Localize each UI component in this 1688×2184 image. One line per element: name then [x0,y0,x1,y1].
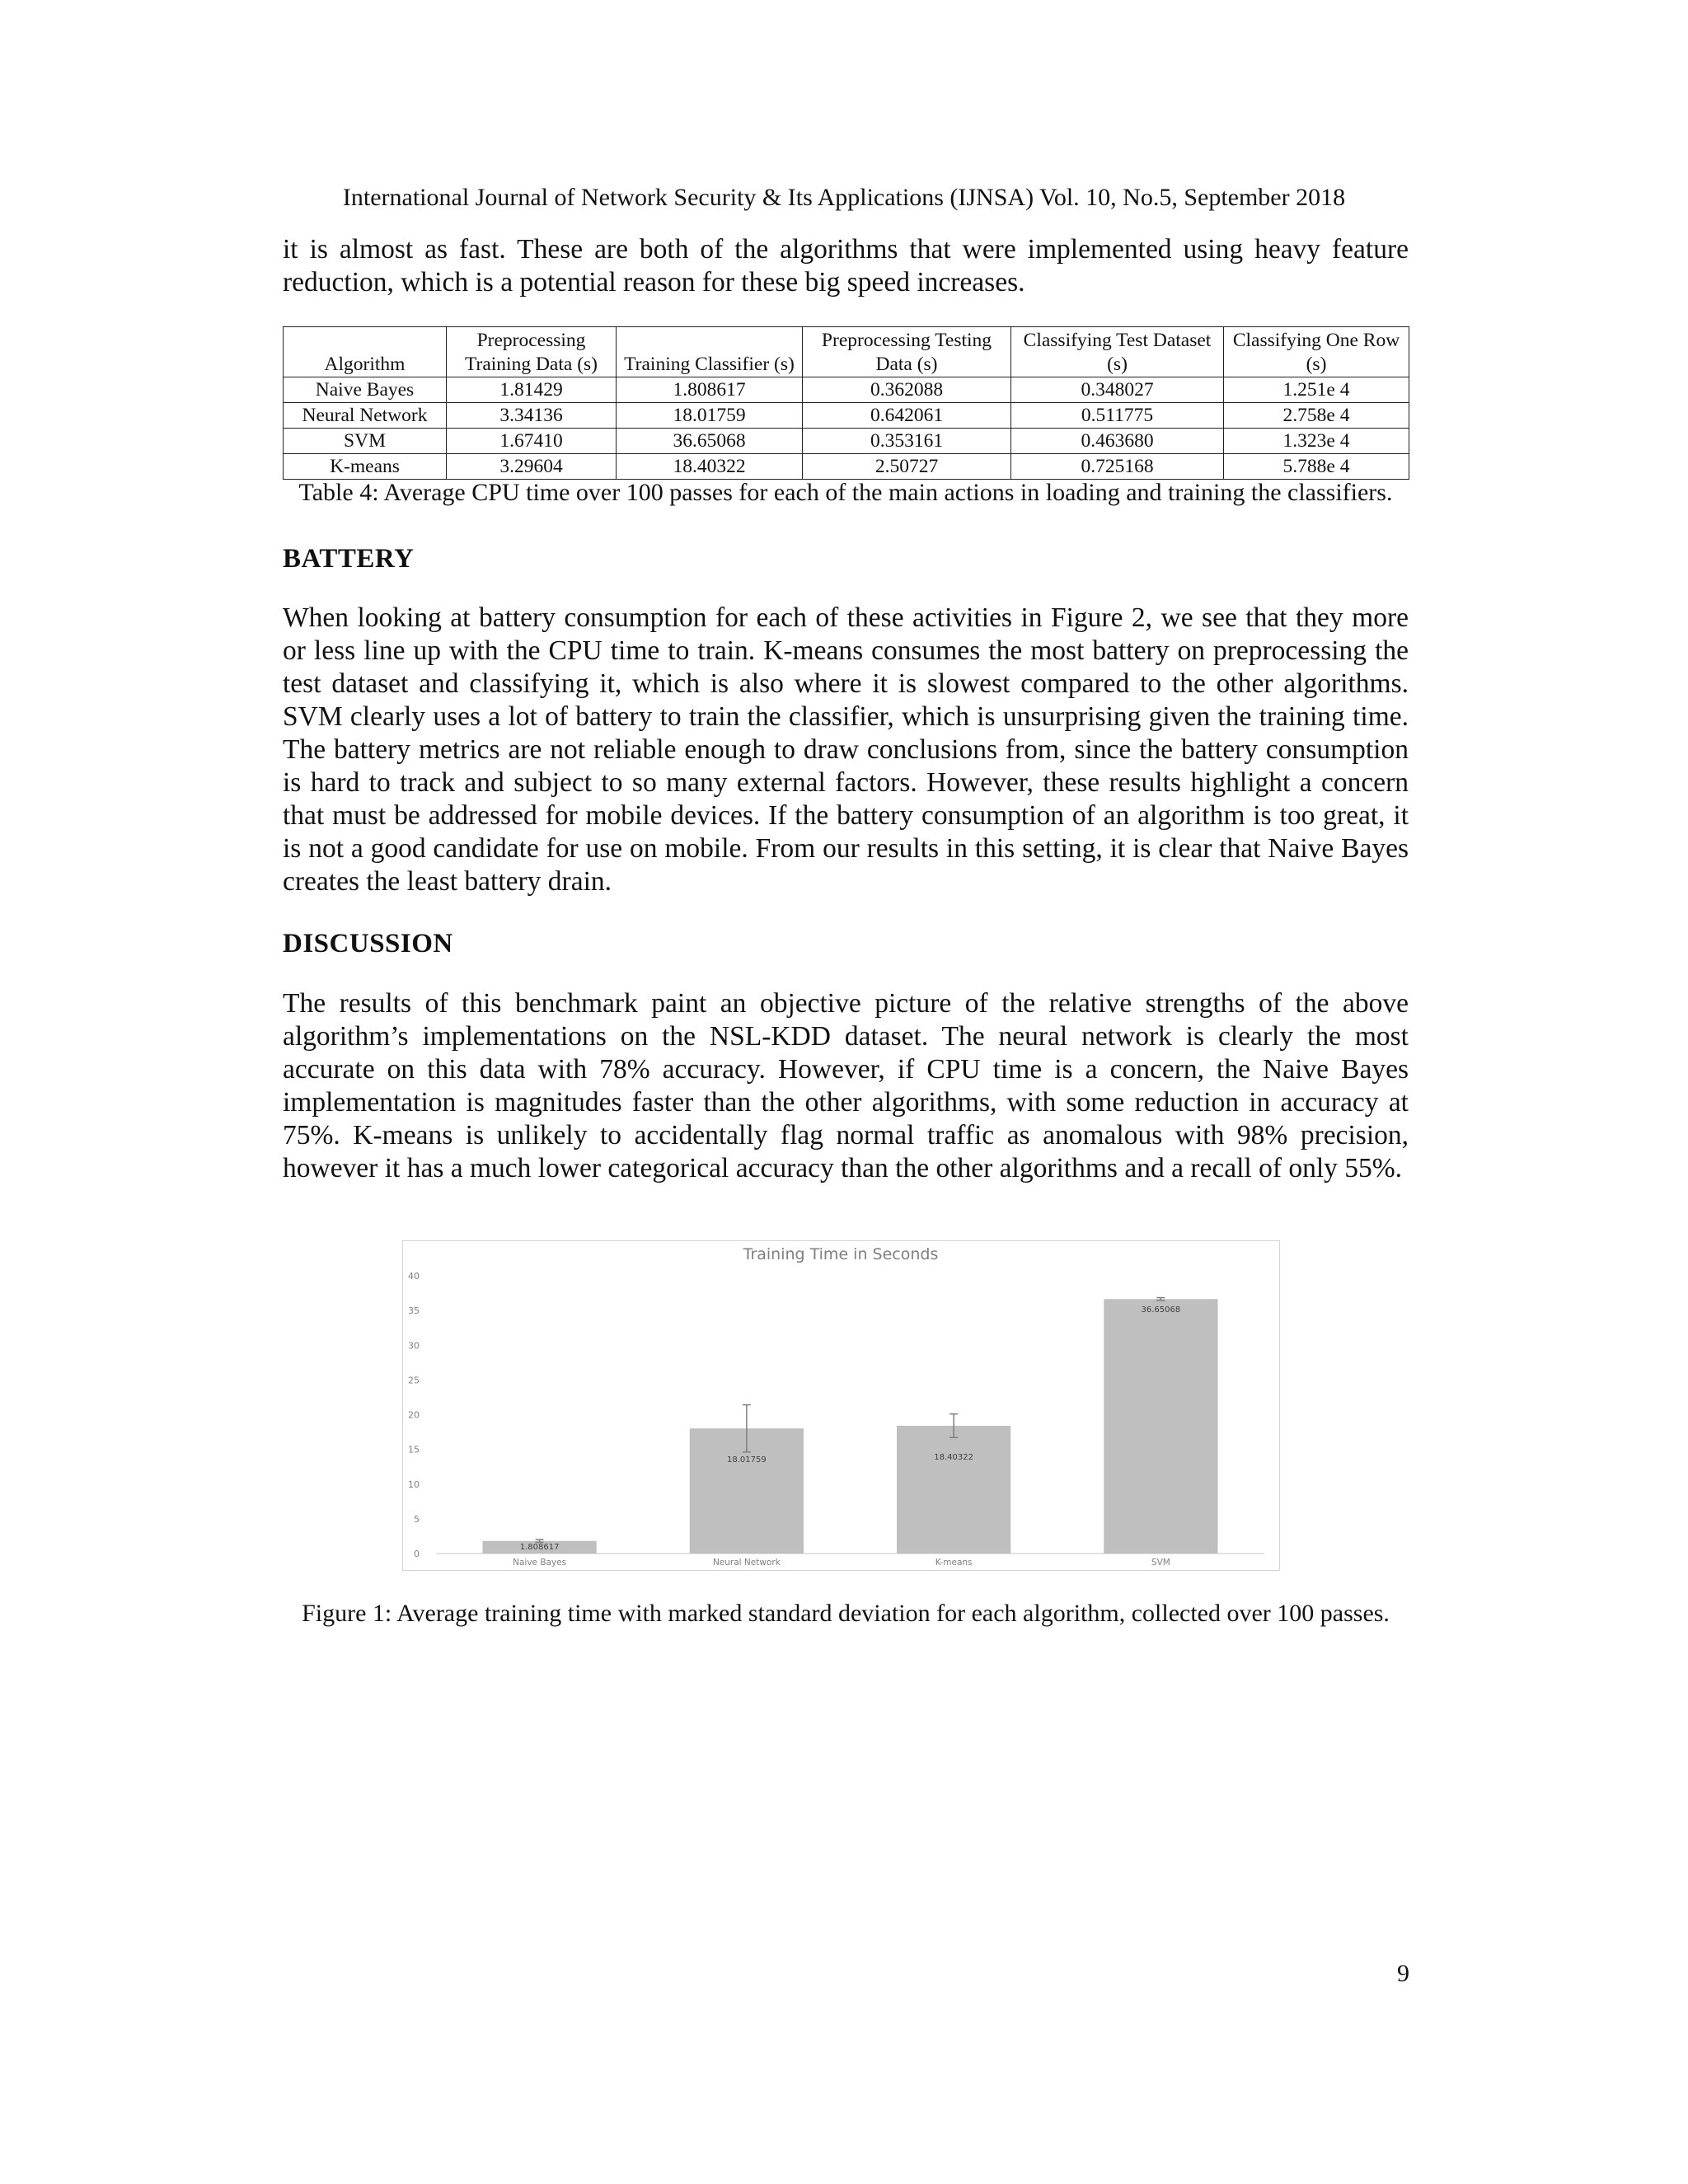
bar [897,1426,1010,1554]
bar-value-label: 1.808617 [519,1542,560,1552]
table-cell: 1.323e 4 [1224,429,1409,454]
discussion-paragraph: The results of this benchmark paint an objective picture of the relative strengths of the above algorithm’s implementations on the NSL-KDD dataset. The neural network is clearly the most accurate on this data with 78% accuracy. However, if CPU time is a concern, the Naive Bayes implementation is magnitudes faster than the other algorithms, with some reduction in accuracy at 75%. K-means is unlikely to accidentally flag normal traffic as anomalous with 98% precision, however it has a much lower categorical accuracy than the other algorithms and a recall of only 55%. [283,988,1409,1183]
table-cell: K-means [284,454,447,480]
table-caption: Table 4: Average CPU time over 100 passes for each of the main actions in loading and training the classifiers. [298,479,1393,506]
table-cell: 0.642061 [803,403,1011,429]
x-tick-label: SVM [1151,1558,1170,1568]
table-row [284,377,1409,403]
chart-title: Training Time in Seconds [743,1245,939,1263]
table-header-cell: Preprocessing Training Data (s) [447,327,617,377]
table-header-cell: Classifying Test Dataset (s) [1011,327,1224,377]
table-cell: 5.788e 4 [1224,454,1409,480]
y-tick-label: 0 [414,1549,420,1559]
section-heading-discussion: DISCUSSION [283,929,453,958]
table-cell: SVM [284,429,447,454]
y-axis-ticks [408,1271,420,1559]
intro-paragraph: it is almost as fast. These are both of the algorithms that were implemented using heavy feature reduction, which is a potential reason for these big speed increases. [283,234,1409,298]
battery-paragraph: When looking at battery consumption for each of these activities in Figure 2, we see that they more or less line up with the CPU time to train. K-means consumes the most battery on preprocessing the test dataset and classifying it, which is also where it is slowest compared to the other algorithms. SVM clearly uses a lot of battery to train the classifier, which is unsurprising given the training time. The battery metrics are not reliable enough to draw conclusions from, since the battery consumption is hard to track and subject to so many external factors. However, these results highlight a concern that must be addressed for mobile devices. If the battery consumption of an algorithm is too great, it is not a good candidate for use on mobile. From our results in this setting, it is clear that Naive Bayes creates the least battery drain. [283,602,1409,897]
table-cell: 3.34136 [447,403,617,429]
y-tick-label: 30 [408,1340,420,1352]
section-heading-battery: BATTERY [283,544,415,574]
table-header-cell: Classifying One Row (s) [1224,327,1409,377]
table-row [284,403,1409,429]
table-cell: 2.50727 [803,454,1011,480]
table-row [284,454,1409,480]
table-row [284,429,1409,454]
table-cell: 0.511775 [1011,403,1224,429]
chart-canvas [403,1241,1279,1570]
table-cell: 18.40322 [617,454,803,480]
y-tick-label: 5 [414,1513,420,1525]
y-tick-label: 15 [408,1444,420,1455]
running-header: International Journal of Network Security & Its Applications (IJNSA) Vol. 10, No.5, September 2018 [342,184,1346,211]
x-tick-label: K-means [935,1558,973,1568]
table-cell: Neural Network [284,403,447,429]
table-cell: Naive Bayes [284,377,447,403]
y-tick-label: 25 [408,1375,420,1386]
table-header-cell: Training Classifier (s) [617,327,803,377]
bar-value-label: 18.40322 [934,1452,973,1462]
y-tick-label: 35 [408,1305,420,1317]
y-tick-label: 40 [408,1271,420,1282]
cpu-time-table [283,326,1409,480]
error-bars [536,1298,1165,1543]
table-cell: 3.29604 [447,454,617,480]
bars [483,1299,1218,1554]
table-header-cell: Preprocessing Testing Data (s) [803,327,1011,377]
bar [1104,1299,1217,1554]
table-cell: 0.362088 [803,377,1011,403]
table-cell: 0.463680 [1011,429,1224,454]
bar-value-labels [520,1305,1180,1552]
table-header-cell: Algorithm [284,327,447,377]
table-cell: 0.725168 [1011,454,1224,480]
x-axis-labels [513,1558,1170,1568]
page-number: 9 [1397,1960,1409,1987]
table-cell: 18.01759 [617,403,803,429]
y-tick-label: 10 [408,1479,420,1490]
table-cell: 2.758e 4 [1224,403,1409,429]
x-tick-label: Neural Network [712,1558,781,1568]
table-cell: 1.251e 4 [1224,377,1409,403]
y-tick-label: 20 [408,1409,420,1421]
x-tick-label: Naive Bayes [513,1558,567,1568]
table-header-row [284,327,1409,377]
table-cell: 0.348027 [1011,377,1224,403]
table-cell: 0.353161 [803,429,1011,454]
table-cell: 1.67410 [447,429,617,454]
bar-value-label: 36.65068 [1141,1305,1181,1315]
table-cell: 1.81429 [447,377,617,403]
table-cell: 36.65068 [617,429,803,454]
training-time-chart [402,1240,1280,1571]
bar-value-label: 18.01759 [727,1455,767,1465]
table-cell: 1.808617 [617,377,803,403]
figure-caption: Figure 1: Average training time with marked standard deviation for each algorithm, collected over 100 passes. [302,1600,1390,1627]
